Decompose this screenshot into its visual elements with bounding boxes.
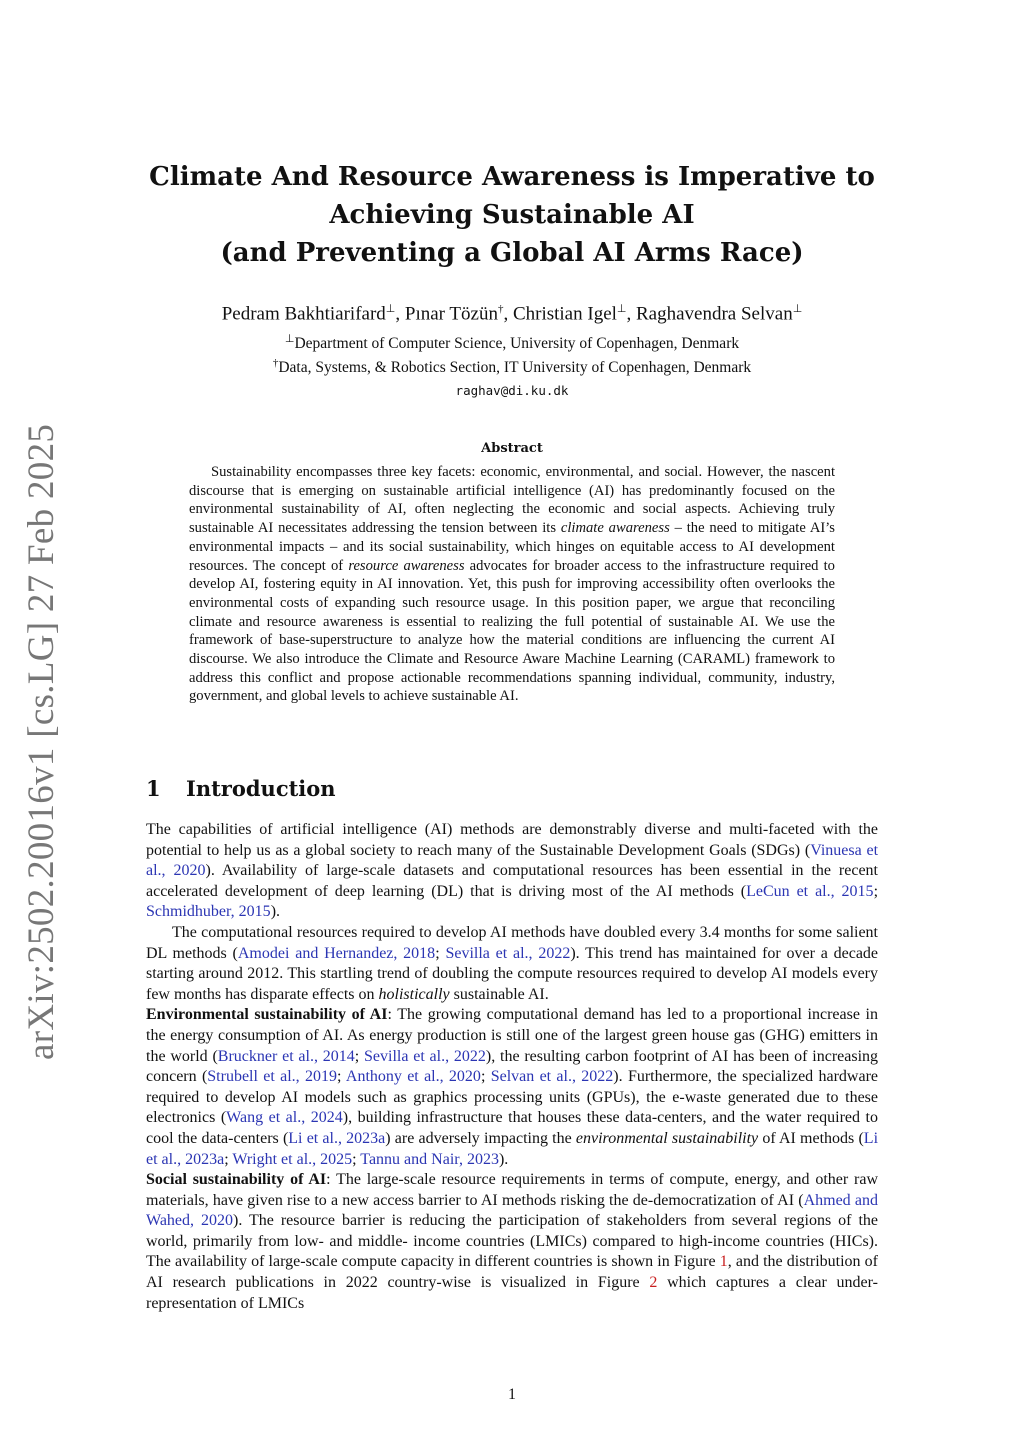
author-name: Raghavendra Selvan xyxy=(636,303,793,325)
section-heading xyxy=(146,776,336,801)
affiliation-1: ⊥Department of Computer Science, University of Copenhagen, Denmark xyxy=(284,333,740,353)
section-number: 1 xyxy=(146,776,161,801)
abstract-body: Sustainability encompasses three key facets: economic, environmental, and social. However, the nascent discourse that is emerging on sustainable artificial intelligence (AI) has predominantly focused on the environmental sustainability of AI, often neglecting the economic and social aspects. Achieving truly sustainable AI necessitates addressing the tension between its climate awareness – the need to mitigate AI’s environmental impacts – and its social sustainability, which hinges on equitable access to AI development resources. The concept of resource awareness advocates for broader access to the infrastructure required to develop AI, fostering equity in AI innovation. Yet, this push for improving accessibility often overlooks the environmental costs of expanding such resource usage. In this position paper, we argue that reconciling climate and resource awareness is essential to realizing the full potential of sustainable AI. We use the framework of base-superstructure to analyze how the material conditions are influencing the current AI discourse. We also introduce the Climate and Resource Aware Machine Learning (CARAML) framework to address this conflict and propose actionable recommendations spanning individual, community, industry, government, and global levels to achieve sustainable AI. xyxy=(189,464,835,705)
citation-link[interactable]: Schmidhuber, 2015 xyxy=(146,903,271,921)
citation-link[interactable]: Li et al., 2023a xyxy=(288,1129,386,1147)
paragraph: The computational resources required to develop AI methods have doubled every 3.4 months for some salient DL methods (Amodei and Hernandez, 2018; Sevilla et al., 2022). This trend has maintained for over a decade starting around 2012. This startling trend of doubling the compute resources required to develop AI models every few months has disparate effects on holistically sustainable AI. xyxy=(146,923,879,1003)
section-title: Introduction xyxy=(186,776,336,801)
contact-email[interactable]: raghav@di.ku.dk xyxy=(455,383,569,398)
citation-link[interactable]: Amodei and Hernandez, 2018 xyxy=(237,944,436,962)
citation-link[interactable]: Ahmed and Wahed, 2020 xyxy=(146,1191,878,1230)
paragraph: The capabilities of artificial intelligence (AI) methods are demonstrably diverse and multi-faceted with the potential to help us as a global society to reach many of the Sustainable Development Goals (SDGs) (Vinuesa et al., 2020). Availability of large-scale datasets and computational resources has been essential in the recent accelerated development of deep learning (DL) that is driving most of the AI methods (LeCun et al., 2015; Schmidhuber, 2015). xyxy=(146,821,879,921)
citation-link[interactable]: Strubell et al., 2019 xyxy=(207,1068,337,1086)
arxiv-identifier: arXiv:2502.20016v1 [cs.LG] 27 Feb 2025 xyxy=(21,423,62,1060)
citation-link[interactable]: Anthony et al., 2020 xyxy=(345,1068,481,1086)
citation-link[interactable]: Sevilla et al., 2022 xyxy=(364,1047,486,1065)
affiliation-mark: ⊥ xyxy=(792,303,803,315)
author-list: Pedram Bakhtiarifard⊥, Pınar Tözün†, Christian Igel⊥, Raghavendra Selvan⊥ xyxy=(221,303,803,325)
paragraph-heading: Environmental sustainability of AI xyxy=(146,1006,388,1024)
citation-link[interactable]: Sevilla et al., 2022 xyxy=(445,944,571,962)
page-number: 1 xyxy=(508,1386,516,1403)
citation-link[interactable]: Vinuesa et al., 2020 xyxy=(146,841,879,880)
abstract-heading: Abstract xyxy=(481,441,543,456)
affiliation-2: †Data, Systems, & Robotics Section, IT University of Copenhagen, Denmark xyxy=(272,357,752,377)
title-line-2: Achieving Sustainable AI xyxy=(329,200,695,230)
paragraph: Environmental sustainability of AI: The growing computational demand has led to a proportional increase in the energy consumption of AI. As energy production is still one of the largest green house gas (GHG) emitters in the world (Bruckner et al., 2014; Sevilla et al., 2022), the resulting carbon footprint of AI has been of increasing concern (Strubell et al., 2019; Anthony et al., 2020; Selvan et al., 2022). Furthermore, the specialized hardware required to develop AI models such as graphics processing units (GPUs), the e-waste generated due to these electronics (Wang et al., 2024), building infrastructure that houses these data-centers, and the water required to cool the data-centers (Li et al., 2023a) are adversely impacting the environmental sustainability of AI methods (Li et al., 2023a; Wright et al., 2025; Tannu and Nair, 2023). xyxy=(146,1006,879,1168)
affiliation-mark: † xyxy=(497,303,504,315)
citation-link[interactable]: LeCun et al., 2015 xyxy=(746,882,874,900)
citation-link[interactable]: Li et al., 2023a xyxy=(146,1129,879,1168)
title-line-3: (and Preventing a Global AI Arms Race) xyxy=(220,238,804,268)
affiliation-mark: ⊥ xyxy=(385,303,396,315)
paper-title xyxy=(120,158,904,272)
citation-link[interactable]: Selvan et al., 2022 xyxy=(490,1068,614,1086)
affiliation-mark: ⊥ xyxy=(616,303,627,315)
figure-reference[interactable]: 1 xyxy=(719,1253,728,1271)
author-name: Christian Igel xyxy=(512,303,617,325)
citation-link[interactable]: Tannu and Nair, 2023 xyxy=(360,1150,499,1168)
figure-reference[interactable]: 2 xyxy=(649,1274,658,1292)
title-line-1: Climate And Resource Awareness is Imperative to xyxy=(149,162,875,192)
author-name: Pınar Tözün xyxy=(404,303,498,325)
citation-link[interactable]: Bruckner et al., 2014 xyxy=(217,1047,355,1065)
citation-link[interactable]: Wang et al., 2024 xyxy=(226,1109,343,1127)
introduction-body xyxy=(146,820,878,1314)
paragraph: Social sustainability of AI: The large-scale resource requirements in terms of compute, energy, and other raw materials, have given rise to a new access barrier to AI methods risking the de-democratization of AI (Ahmed and Wahed, 2020). The resource barrier is reducing the participation of stakeholders from several regions of the world, primarily from low- and middle- income countries (LMICs) compared to high-income countries (HICs). The availability of large-scale compute capacity in different countries is shown in Figure 1, and the distribution of AI research publications in 2022 country-wise is visualized in Figure 2 which captures a clear under-representation of LMICs xyxy=(146,1171,879,1312)
citation-link[interactable]: Wright et al., 2025 xyxy=(232,1150,353,1168)
paragraph-heading: Social sustainability of AI xyxy=(146,1171,327,1189)
author-name: Pedram Bakhtiarifard xyxy=(221,303,386,325)
